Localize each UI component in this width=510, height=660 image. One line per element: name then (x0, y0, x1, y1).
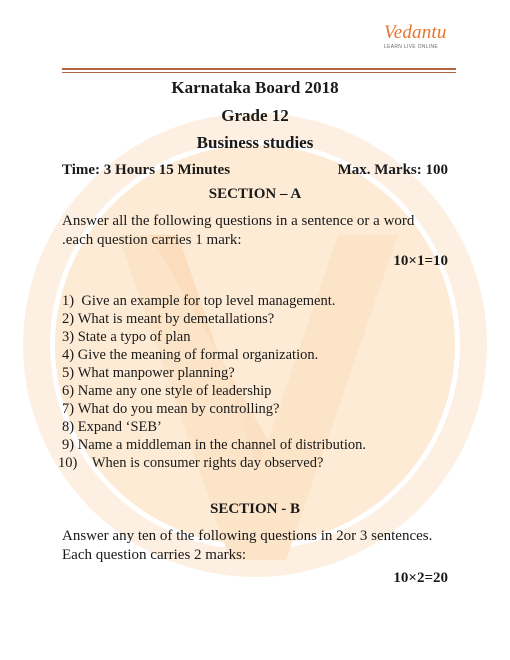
header-rule-thin (62, 72, 456, 73)
exam-grade: Grade 12 (221, 106, 289, 125)
section-a-heading: SECTION – A (208, 186, 302, 202)
section-a-instructions-line1: Answer all the following questions in a sentence or a word (62, 213, 415, 229)
section-a-instructions-line2: .each question carries 1 mark: (62, 232, 242, 248)
question-text: State a typo of plan (77, 329, 191, 345)
exam-max-marks: Max. Marks: 100 (337, 162, 448, 178)
logo-wordmark: Vedantu (384, 22, 447, 43)
question-text: Give an example for top level management. (81, 293, 336, 309)
question-number: 3) (62, 329, 75, 345)
question-item (62, 382, 271, 400)
question-item (62, 400, 279, 418)
question-item (62, 436, 366, 454)
header-rule-thick (62, 68, 456, 70)
question-number: 9) (62, 437, 75, 453)
section-b-heading: SECTION - B (209, 501, 301, 517)
question-text: What is meant by demetallations? (77, 311, 275, 327)
section-b-marks: 10×2=20 (393, 570, 448, 586)
logo-tagline: LEARN LIVE ONLINE (384, 44, 439, 50)
question-number: 1) (62, 293, 75, 309)
question-number: 6) (62, 383, 75, 399)
question-item (62, 364, 235, 382)
exam-title: Karnataka Board 2018 (171, 78, 339, 97)
question-number: 10) (58, 455, 78, 471)
vedantu-logo (384, 22, 474, 62)
question-text: What manpower planning? (77, 365, 235, 381)
question-text: Name any one style of leadership (77, 383, 272, 399)
question-number: 8) (62, 419, 75, 435)
question-item (62, 418, 162, 436)
question-item (58, 454, 323, 472)
question-text: What do you mean by controlling? (77, 401, 280, 417)
section-b-instructions-line1: Answer any ten of the following questions in 2or 3 sentences. (62, 528, 433, 544)
question-number: 7) (62, 401, 75, 417)
question-item (62, 310, 274, 328)
question-text: Expand ‘SEB’ (77, 419, 162, 435)
exam-subject: Business studies (196, 133, 314, 152)
question-text: Give the meaning of formal organization. (77, 347, 319, 363)
question-number: 4) (62, 347, 75, 363)
section-b-instructions-line2: Each question carries 2 marks: (62, 547, 247, 563)
question-item (62, 328, 190, 346)
question-text: Name a middleman in the channel of distribution. (77, 437, 367, 453)
section-a-marks: 10×1=10 (393, 253, 448, 269)
question-item (62, 292, 335, 310)
question-number: 5) (62, 365, 75, 381)
question-number: 2) (62, 311, 75, 327)
exam-time: Time: 3 Hours 15 Minutes (62, 162, 231, 178)
question-text: When is consumer rights day observed? (91, 455, 324, 471)
question-item (62, 346, 318, 364)
